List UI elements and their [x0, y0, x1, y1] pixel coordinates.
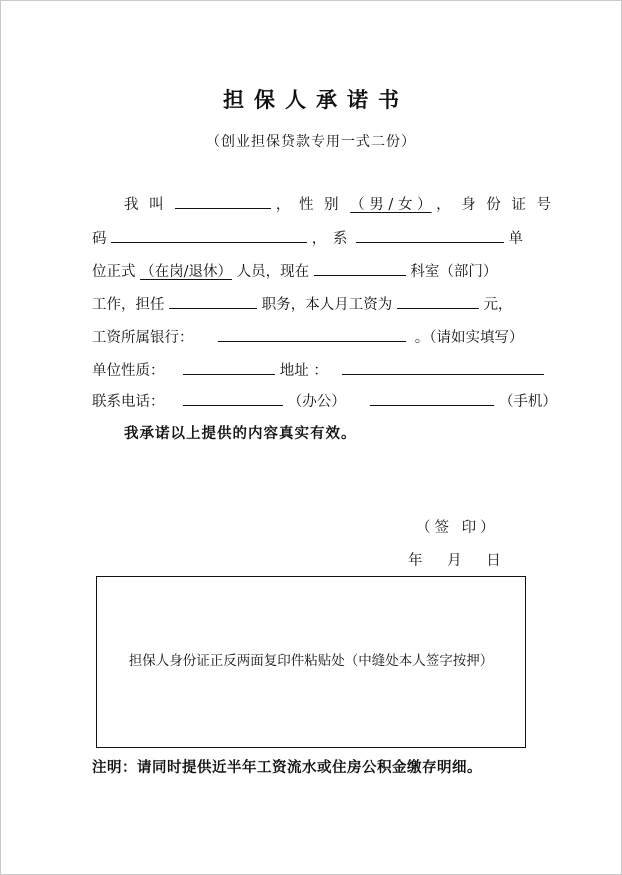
promise-statement: 我承诺以上提供的内容真实有效。 — [124, 425, 357, 442]
comma: ， — [436, 197, 451, 213]
document-title: 担保人承诺书 — [223, 87, 409, 112]
bank-note: 。（请如实填写） — [414, 330, 524, 346]
form-line-nature — [92, 358, 532, 380]
mobile-label: （手机） — [498, 394, 557, 410]
name-field[interactable] — [175, 192, 271, 209]
phone-label: 联系电话： — [92, 394, 165, 410]
bank-field[interactable] — [218, 325, 406, 342]
unit-nature-label: 单位性质： — [92, 363, 165, 379]
month-label: 月 — [447, 553, 462, 569]
paste-box-instruction: 担保人身份证正反两面复印件粘贴处（中缝处本人签字按押） — [128, 653, 494, 669]
form-line-position — [92, 292, 532, 314]
year-label: 年 — [408, 553, 423, 569]
salary-label: 职务，本人月工资为 — [261, 297, 393, 313]
form-line-bank — [92, 325, 532, 347]
name-label: 我 叫 — [124, 197, 167, 213]
signature-label: （签 印） — [416, 520, 499, 536]
bank-label: 工资所属银行： — [92, 330, 194, 346]
department-field[interactable] — [314, 259, 406, 276]
salary-unit: 元， — [483, 297, 513, 313]
day-label: 日 — [486, 553, 501, 569]
position-label: 工作，担任 — [92, 297, 165, 313]
mobile-phone-field[interactable] — [370, 389, 494, 406]
date-line — [408, 549, 501, 570]
status-prefix: 位正式 — [92, 264, 136, 280]
salary-field[interactable] — [397, 292, 479, 309]
employer-field[interactable] — [356, 226, 504, 243]
department-label: 科室（部门） — [410, 264, 498, 280]
id-copy-paste-box — [96, 576, 526, 748]
id-number-field[interactable] — [111, 226, 307, 243]
gender-label: 性 别 — [298, 197, 342, 213]
form-line-id — [92, 226, 532, 248]
comma: ， — [311, 231, 327, 247]
office-label: （办公） — [287, 394, 346, 410]
address-label: 地址 ： — [279, 363, 328, 379]
employer-label: 系 — [332, 231, 348, 247]
personnel-label: 人员，现在 — [236, 264, 310, 280]
document-subtitle: （创业担保贷款专用一式二份） — [206, 134, 416, 150]
id-number-label-cont: 码 — [92, 231, 107, 247]
office-phone-field[interactable] — [183, 389, 283, 406]
id-number-label: 身 份 证 号 — [461, 197, 555, 213]
address-field[interactable] — [342, 358, 544, 375]
comma: ， — [275, 197, 291, 213]
form-line-name — [92, 192, 555, 214]
status-options[interactable]: （在岗/退休） — [140, 264, 232, 280]
position-field[interactable] — [169, 292, 257, 309]
gender-options[interactable]: （ 男 / 女 ） — [350, 197, 432, 213]
note: 注明：请同时提供近半年工资流水或住房公积金缴存明细。 — [92, 759, 482, 776]
unit-label: 单 — [508, 231, 524, 247]
unit-nature-field[interactable] — [183, 358, 275, 375]
form-line-phone — [92, 389, 557, 411]
form-line-status — [92, 259, 532, 281]
